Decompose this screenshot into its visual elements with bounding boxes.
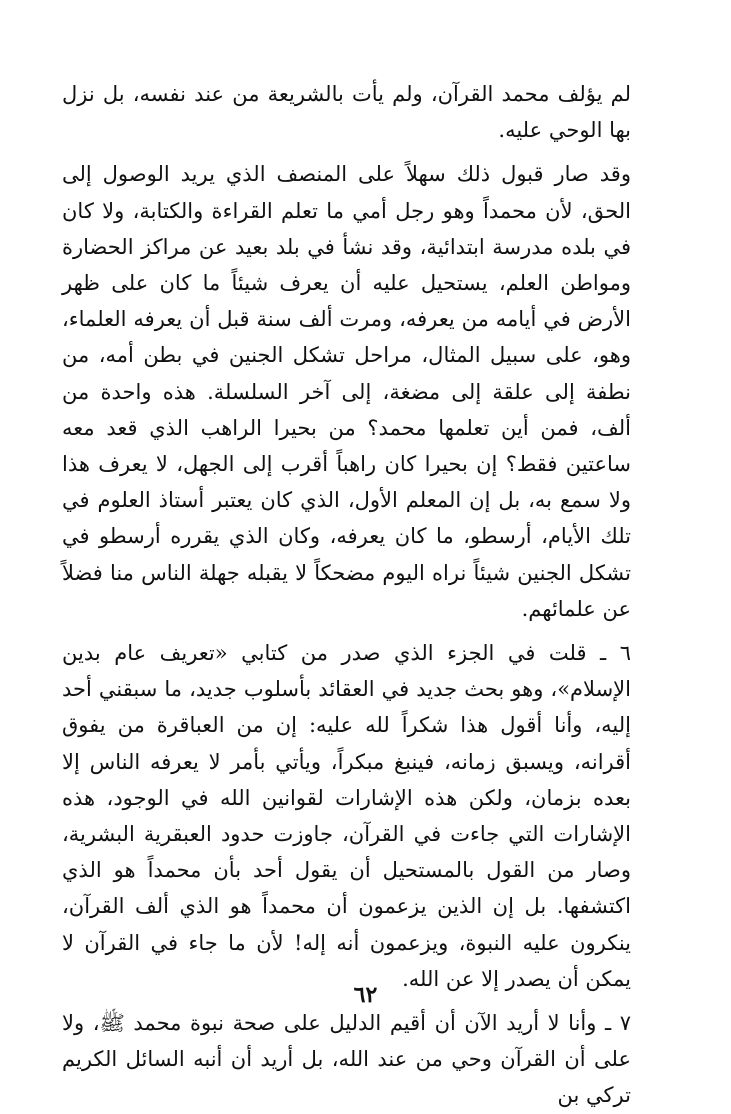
paragraph-4: ٧ ـ وأنا لا أريد الآن أن أقيم الدليل على صحة نبوة محمد ﷺ، ولا على أن القرآن وحي من عند الله، بل أريد أن أنبه السائل الكريم تركي بن: [62, 1011, 631, 1108]
paragraph-3: ٦ ـ قلت في الجزء الذي صدر من كتابي «تعريف عام بدين الإسلام»، وهو بحث جديد في العقائد بأسلوب جديد، ما سبقني أحد إليه، وأنا أقول هذا شكراً لله عليه: إن من العباقرة من يفوق أقرانه، ويسبق زمانه، فينبغ مبكراً، ويأتي بأمر لا يعرفه الناس إلا بعده بزمان، ولكن هذه الإشارات لقوانين الله في الوجود، هذه الإشارات التي جاءت في القرآن، جاوزت حدود العبقرية البشرية، وصار من القول بالمستحيل أن يقول أحد بأن محمداً هو الذي اكتشفها. بل إن الذين يزعمون أن محمداً هو الذي ألف القرآن، ينكرون عليه النبوة، ويزعمون أنه إله! لأن ما جاء في القرآن لا يمكن أن يصدر إلا عن الله.: [62, 641, 631, 991]
page-number: ٦٢: [353, 982, 378, 1008]
paragraph-1: لم يؤلف محمد القرآن، ولم يأت بالشريعة من عند نفسه، بل نزل بها الوحي عليه.: [62, 82, 631, 143]
paragraph-2: وقد صار قبول ذلك سهلاً على المنصف الذي يريد الوصول إلى الحق، لأن محمداً وهو رجل أمي ما تعلم القراءة والكتابة، ولا كان في بلده مدرسة ابتدائية، وقد نشأ في بلد بعيد عن مراكز الحضارة ومواطن العلم، يستحيل عليه أن يعرف شيئاً ما كان على ظهر الأرض في أيامه من يعرفه، ومرت ألف سنة قبل أن يعرفه العلماء، وهو، على سبيل المثال، مراحل تشكل الجنين في بطن أمه، من نطفة إلى علقة إلى مضغة، إلى آخر السلسلة. هذه واحدة من ألف، فمن أين تعلمها محمد؟ من بحيرا الراهب الذي قعد معه ساعتين فقط؟ إن بحيرا كان راهباً أقرب إلى الجهل، لا يعرف هذا ولا سمع به، بل إن المعلم الأول، الذي كان يعتبر أستاذ العلوم في تلك الأيام، أرسطو، ما كان يعرفه، وكان الذي يقرره أرسطو في تشكل الجنين شيئاً نراه اليوم مضحكاً لا يقبله جهلة الناس منا فضلاً عن علمائهم.: [62, 162, 631, 621]
